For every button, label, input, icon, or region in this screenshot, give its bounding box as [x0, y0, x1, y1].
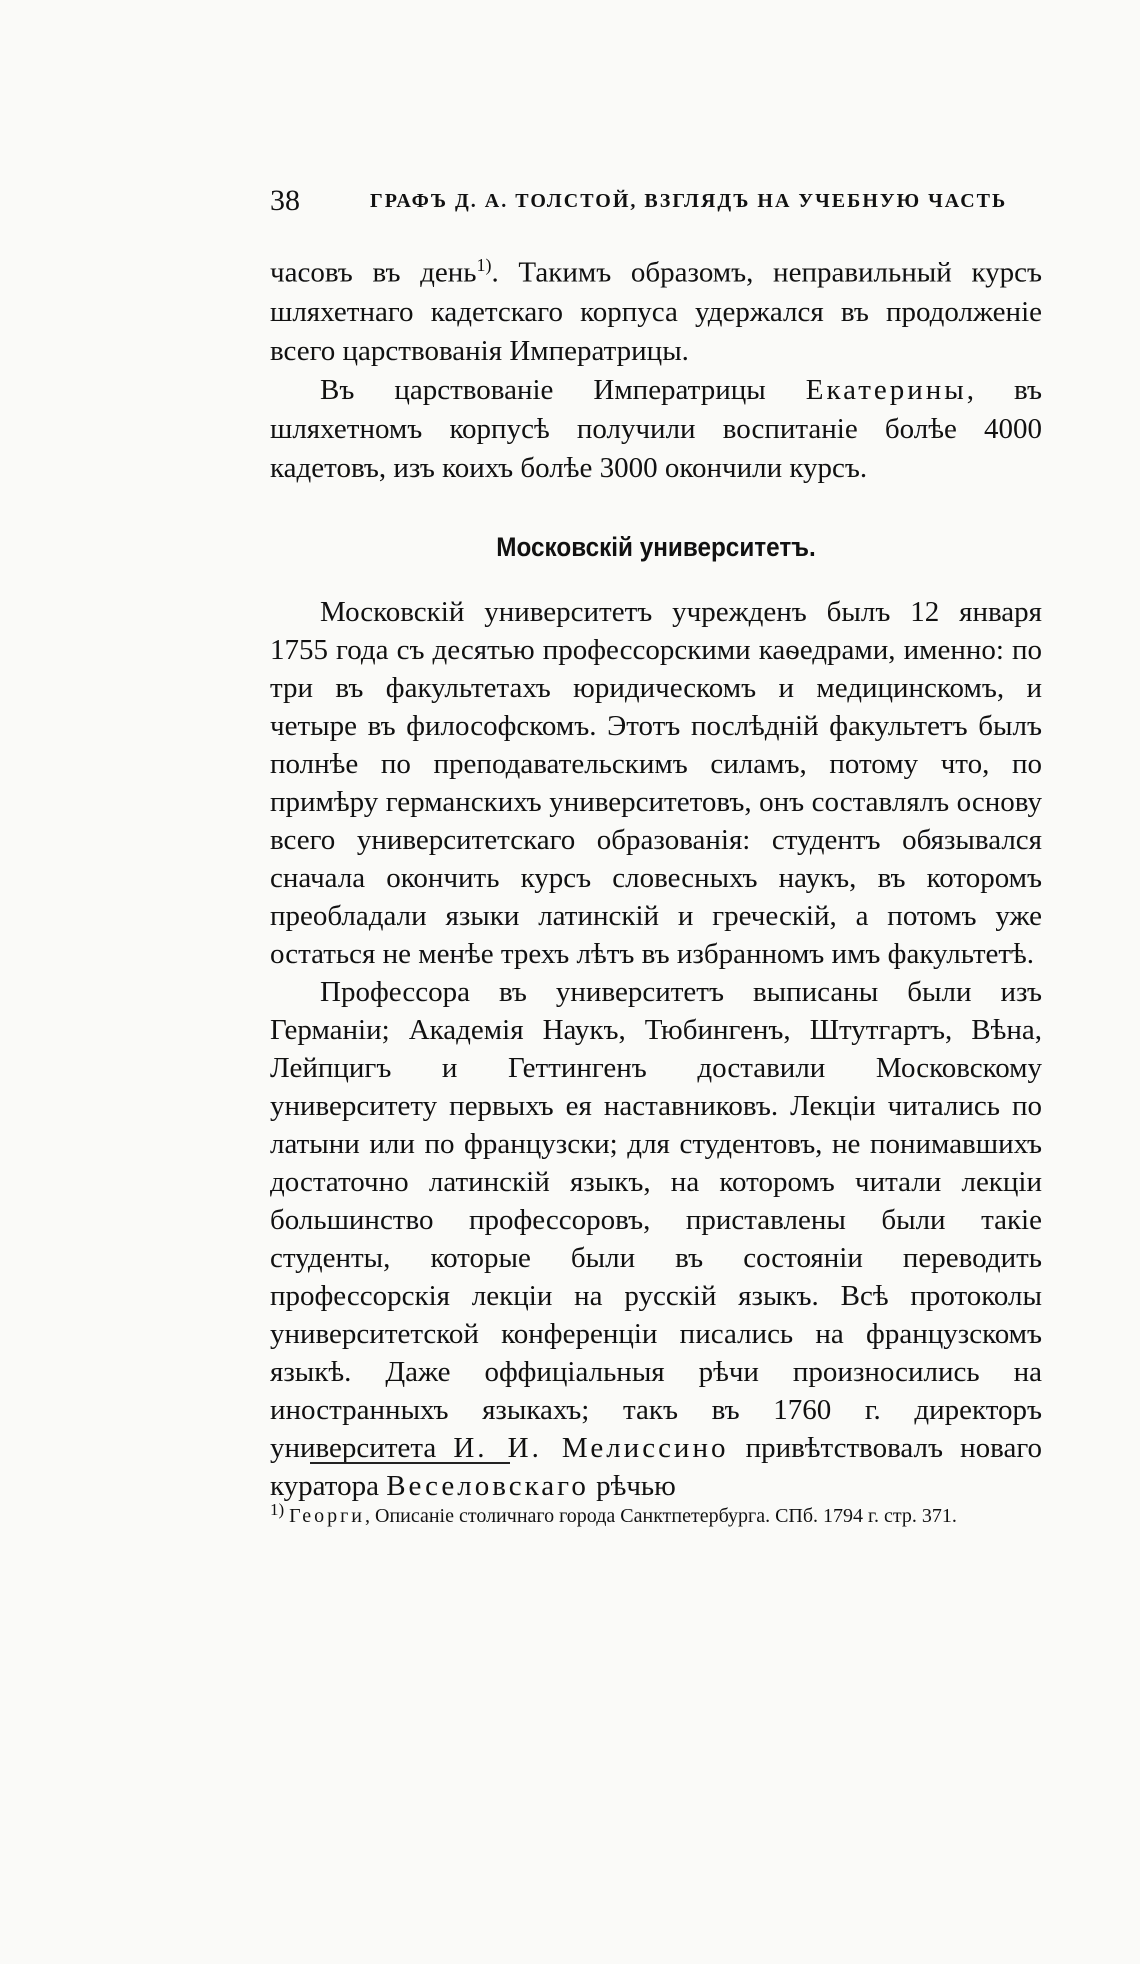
footnote-author: Георги: [289, 1505, 365, 1527]
running-title: ГРАФЪ Д. А. ТОЛСТОЙ, ВЗГЛЯДЪ НА УЧЕБНУЮ ЧАСТЬ: [370, 190, 1008, 212]
section-heading: Московскій университетъ.: [496, 532, 816, 562]
p4-text: Профессора въ университетъ выписаны были изъ Германіи; Академія Наукъ, Тюбингенъ, Штутгартъ, Вѣна, Лейпцигъ и Геттингенъ доставили Московскому университету первыхъ ея наставниковъ. Лекціи читались по латыни или по французски; для студентовъ, не понимавшихъ достаточно латинскій языкъ, на которомъ читали лекціи большинство профессоровъ, приставлены были такіе студенты, которые были въ состояніи переводить профессорскія лекціи на русскій языкъ. Всѣ протоколы университетской конференціи писались на французскомъ языкѣ. Даже оффиціальныя рѣчи произносились на иностранныхъ языкахъ; такъ въ 1760 г. директоръ университета: [270, 976, 1042, 1464]
page-number: 38: [270, 184, 300, 217]
footnote-ref: 1): [476, 255, 492, 275]
paragraph-4: [270, 973, 1042, 1505]
paragraph-1: [270, 246, 1042, 371]
p2-pre: Въ царствованіе Императрицы: [320, 373, 806, 406]
p1-pre: часовъ въ день: [270, 256, 477, 289]
p4-name2: Веселовскаго: [386, 1470, 589, 1502]
paragraph-3: Московскій университетъ учрежденъ былъ 12 января 1755 года съ десятью профессорскими каѳедрами, именно: по три въ факультетахъ юридическомъ и медицинскомъ, и четыре въ философскомъ. Этотъ послѣдній факультетъ былъ полнѣе по преподавательскимъ силамъ, потому что, по примѣру германскихъ университетовъ, онъ составлялъ основу всего университетскаго образованія: студентъ обязывался сначала окончить курсъ словесныхъ наукъ, въ которомъ преобладали языки латинскій и греческій, а потомъ уже остаться не менѣе трехъ лѣтъ въ избранномъ имъ факультетѣ.: [270, 596, 1042, 970]
p4-name1: И. И. Мелиссино: [453, 1432, 729, 1464]
p4-post: рѣчью: [588, 1470, 676, 1502]
footnote-divider: [310, 1462, 510, 1464]
p2-name: Екатерины: [805, 373, 967, 406]
p2-post: , въ шляхетномъ корпусѣ получили воспитаніе болѣе 4000 кадетовъ, изъ коихъ болѣе 3000 окончили курсъ.: [270, 373, 1043, 484]
page-header: [270, 184, 1040, 224]
paragraph-2: [270, 371, 1042, 488]
footnote: [270, 1494, 1042, 1532]
main-text: [270, 593, 1042, 1505]
footnote-mark: 1): [270, 1500, 285, 1519]
p1-post: . Такимъ образомъ, неправильный курсъ шляхетнаго кадетскаго корпуса удержался въ продолженіе всего царствованія Императрицы.: [270, 256, 1042, 367]
p4-mid: привѣтствовалъ новаго куратора: [270, 1432, 1042, 1502]
footnote-text: , Описаніе столичнаго города Санктпетербурга. СПб. 1794 г. стр. 371.: [365, 1505, 957, 1527]
intro-text: [270, 246, 1042, 488]
